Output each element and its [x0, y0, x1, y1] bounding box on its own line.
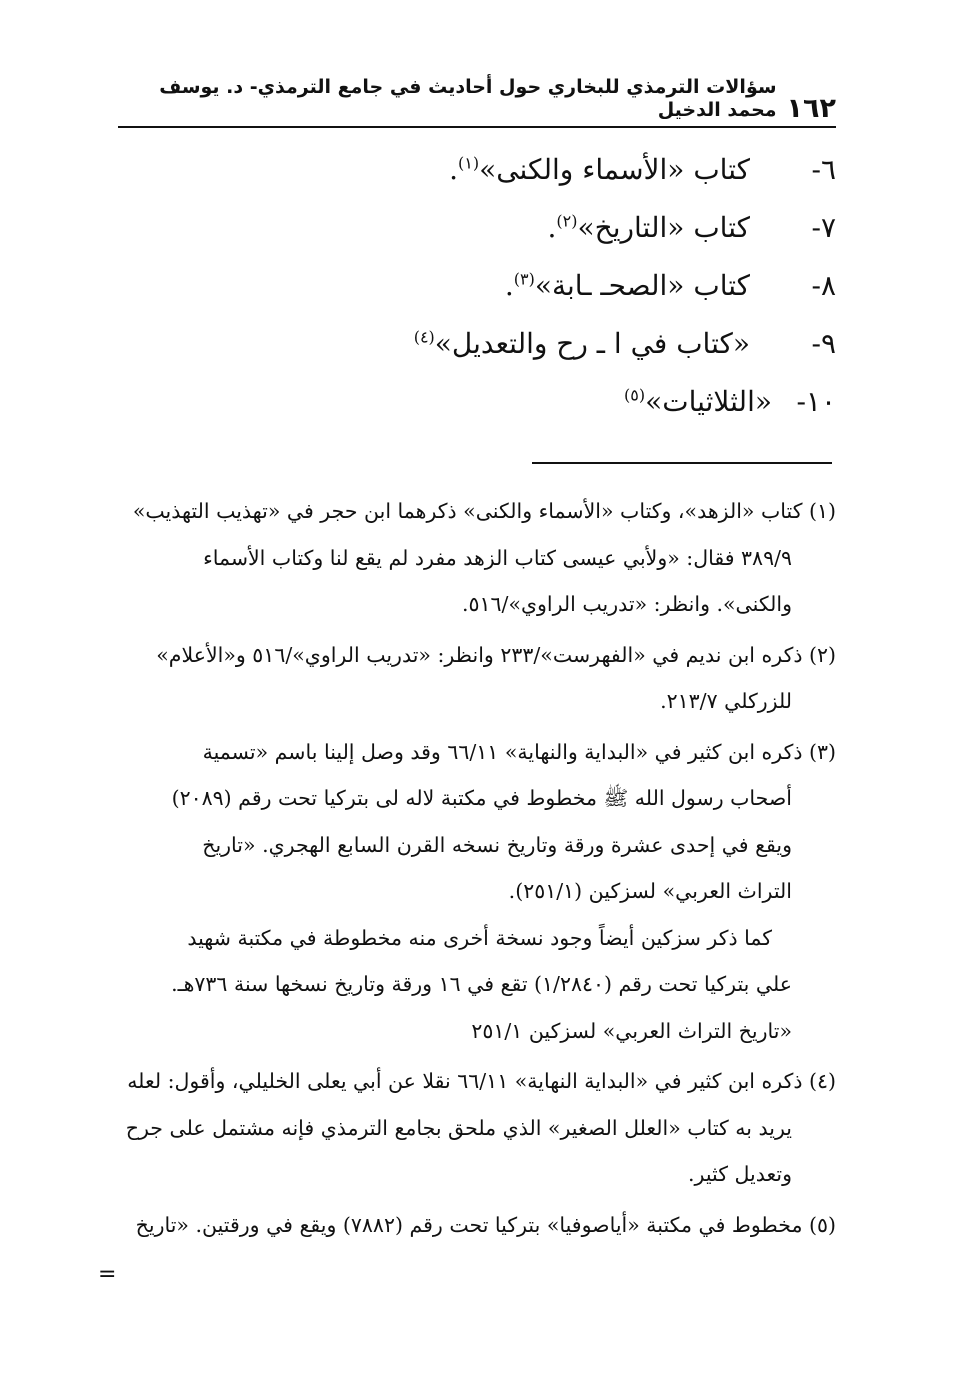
footnote-line: علي بتركيا تحت رقم (١/٢٨٤٠) تقع في ١٦ ورقة وتاريخ نسخها سنة ٧٣٦هـ. [171, 972, 792, 996]
item-text [624, 385, 772, 418]
footnote-line: (٥) مخطوط في مكتبة «أياصوفيا» بتركيا تحت رقم (٧٨٨٢) ويقع في ورقتين. «تاريخ [135, 1212, 836, 1237]
item-title: «الثلاثيات» [645, 384, 772, 418]
footnote-line: (٢) ذكره ابن نديم في «الفهرست»/٢٣٣ وانظر: «تدريب الراوي»/٥١٦ و«الأعلام» [156, 642, 836, 667]
footnote-line: (٤) ذكره ابن كثير في «البداية النهاية» ٦٦/١١ نقلا عن أبي يعلى الخليلي، وأقول: لعله [127, 1069, 836, 1093]
footnote-line: (٣) ذكره ابن كثير في «البداية والنهاية» ٦٦/١١ وقد وصل إلينا باسم «تسمية [202, 739, 836, 764]
footnote-line: ٣٨٩/٩ فقال: «ولأبي عيسى كتاب الزهد مفرد لم يقع لنا وكتاب الأسماء [203, 545, 792, 570]
list-item [236, 198, 836, 256]
item-number: ٦- [811, 152, 836, 186]
running-title: سؤالات الترمذي للبخاري حول أحاديث في جامع الترمذي- د. يوسف محمد الدخيل [159, 76, 777, 122]
footnote-line: «تاريخ التراث العربي» لسزكين ٢٥١/١ [471, 1018, 792, 1043]
footnote-ref[interactable]: (٥) [624, 385, 646, 405]
footnote-3 [120, 729, 836, 1055]
footnote-ref[interactable]: (١) [457, 153, 480, 173]
footnote-2 [120, 632, 836, 725]
continuation-mark: = [98, 1262, 117, 1287]
footnote-separator [532, 462, 832, 464]
list-item [236, 140, 836, 198]
page-number: ١٦٢ [786, 93, 836, 124]
item-text [547, 211, 750, 244]
footnote-line: (١) كتاب «الزهد»، وكتاب «الأسماء والكنى» ذكرهما ابن حجر في «تهذيب التهذيب» [132, 499, 836, 523]
footnote-ref[interactable]: (٢) [556, 211, 578, 231]
footnote-line: كما ذكر سزكين أيضاً وجود نسخة أخرى منه مخطوطة في مكتبة شهيد [187, 925, 772, 950]
item-number: ٨- [811, 268, 836, 302]
item-title: كتاب «التاريخ» [577, 210, 750, 244]
footnote-line: يريد به كتاب «العلل الصغير» الذي ملحق بجامع الترمذي فإنه مشتمل على جرح [125, 1115, 792, 1140]
item-title: كتاب «الأسماء والكنى» [479, 152, 750, 186]
item-text [414, 327, 750, 360]
footnote-4 [120, 1058, 836, 1198]
list-item [236, 314, 836, 372]
footnote-line: أصحاب رسول الله ﷺ مخطوط في مكتبة لاله لى بتركيا تحت رقم (٢٠٨٩) [171, 786, 792, 810]
footnote-line: وتعديل كثير. [688, 1162, 792, 1186]
item-end: . [547, 210, 557, 244]
list-item [236, 372, 836, 430]
footnote-line: التراث العربي» لسزكين (٢٥١/١). [508, 879, 792, 903]
footnote-line: للزركلي ٢١٣/٧. [660, 689, 792, 713]
footnotes [120, 488, 836, 1252]
works-list [236, 140, 836, 430]
item-end: . [504, 268, 514, 302]
item-end: . [449, 152, 458, 186]
item-number: ٩- [811, 326, 836, 360]
footnote-5 [120, 1202, 836, 1249]
footnote-ref[interactable]: (٤) [413, 327, 435, 347]
item-number: ٧- [811, 210, 836, 244]
item-title: «كتاب في ا ـ رح والتعديل» [434, 326, 750, 360]
page-header [118, 76, 836, 128]
footnote-ref[interactable]: (٣) [513, 269, 535, 289]
item-text [449, 153, 750, 186]
item-number: ١٠- [796, 384, 836, 418]
item-text [505, 269, 750, 302]
footnote-1 [120, 488, 836, 628]
list-item [236, 256, 836, 314]
item-title: كتاب «الصحـ ـابة» [534, 268, 750, 302]
footnote-line: ويقع في إحدى عشرة ورقة وتاريخ نسخه القرن السابع الهجري. «تاريخ [202, 832, 792, 857]
footnote-line: والكنى». وانظر: «تدريب الراوي»/٥١٦. [461, 592, 792, 616]
